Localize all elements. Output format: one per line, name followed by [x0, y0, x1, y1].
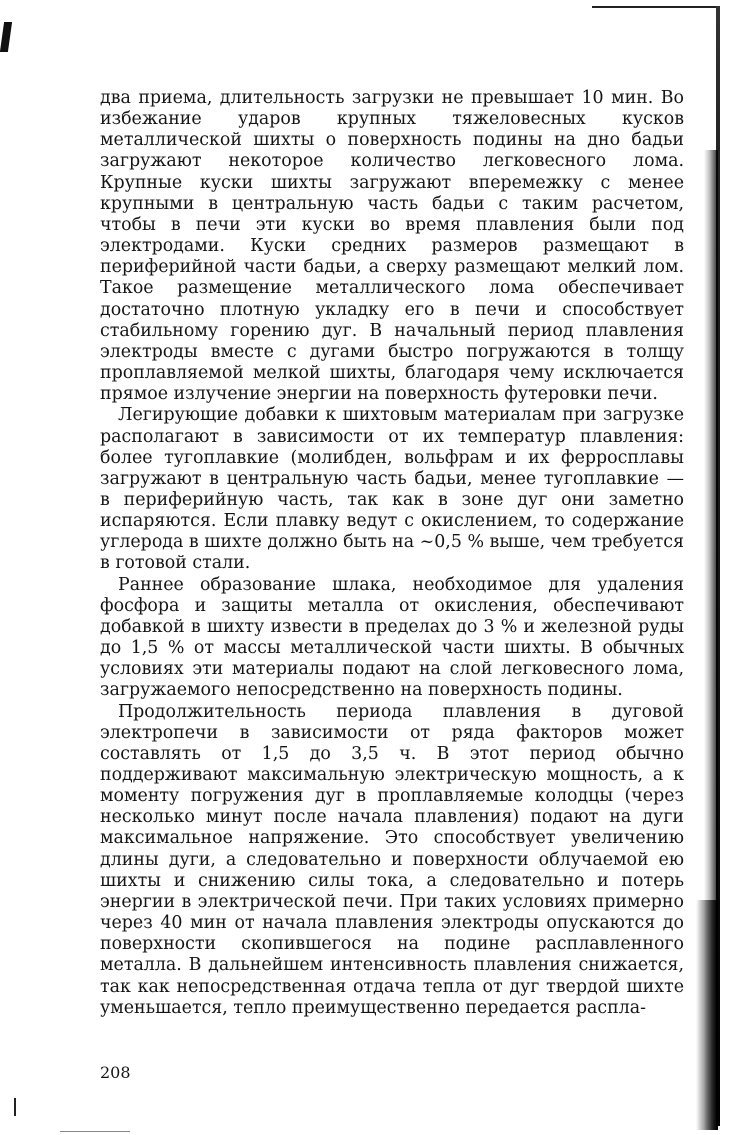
- scan-frame-top: [592, 6, 719, 8]
- scan-mark: [0, 22, 12, 52]
- page-number: 208: [100, 1063, 131, 1082]
- paragraph: два приема, длительность загрузки не превышает 10 мин. Во избежание ударов крупных тяжеловесных кусков металлической шихты о поверхность подины на дно бадьи загружают некоторое количество легковесного лома. Крупные куски шихты загружают вперемежку с менее крупными в центральную часть бадьи с таким расчетом, чтобы в печи эти куски во время плавления были под электродами. Куски средних размеров размещают в периферийной части бадьи, а сверху размещают мелкий лом. Такое размещение металлического лома обеспечивает достаточно плотную укладку его в печи и способствует стабильному горению дуг. В начальный период плавления электроды вместе с дугами быстро погружаются в толщу проплавляемой мелкой шихты, благодаря чему исключается прямое излучение энергии на поверхность футеровки печи.: [100, 88, 684, 405]
- scan-mark-bottom: [14, 1098, 16, 1116]
- page-edge-shadow-bottom: [696, 900, 718, 1130]
- paragraph: Легирующие добавки к шихтовым материалам при загрузке располагают в зависимости от их температур плавления: более тугоплавкие (молибден, вольфрам и их ферросплавы загружают в центральную часть бадьи, менее тугоплавкие — в периферийную часть, так как в зоне дуг они заметно испаряются. Если плавку ведут с окислением, то содержание углерода в шихте должно быть на ~0,5 % выше, чем требуется в готовой стали.: [100, 405, 684, 574]
- body-text: [100, 88, 684, 1019]
- scan-line-bottom: [60, 1131, 130, 1132]
- paragraph: Продолжительность периода плавления в дуговой электропечи в зависимости от ряда факторов может составлять от 1,5 до 3,5 ч. В этот период обычно поддерживают максимальную электрическую мощность, а к моменту погружения дуг в проплавляемые колодцы (через несколько минут после начала плавления) подают на дуги максимальное напряжение. Это способствует увеличению длины дуги, а следовательно и поверхности облучаемой ею шихты и снижению силы тока, а следовательно и потерь энергии в электрической печи. При таких условиях примерно через 40 мин от начала плавления электроды опускаются до поверхности скопившегося на подине расплавленного металла. В дальнейшем интенсивность плавления снижается, так как непосредственная отдача тепла от дуг твердой шихте уменьшается, тепло преимущественно передается распла-: [100, 701, 684, 1018]
- paragraph: Раннее образование шлака, необходимое для удаления фосфора и защиты металла от окисления, обеспечивают добавкой в шихту извести в пределах до 3 % и железной руды до 1,5 % от массы металлической части шихты. В обычных условиях эти материалы подают на слой легковесного лома, загружаемого непосредственно на поверхность подины.: [100, 574, 684, 701]
